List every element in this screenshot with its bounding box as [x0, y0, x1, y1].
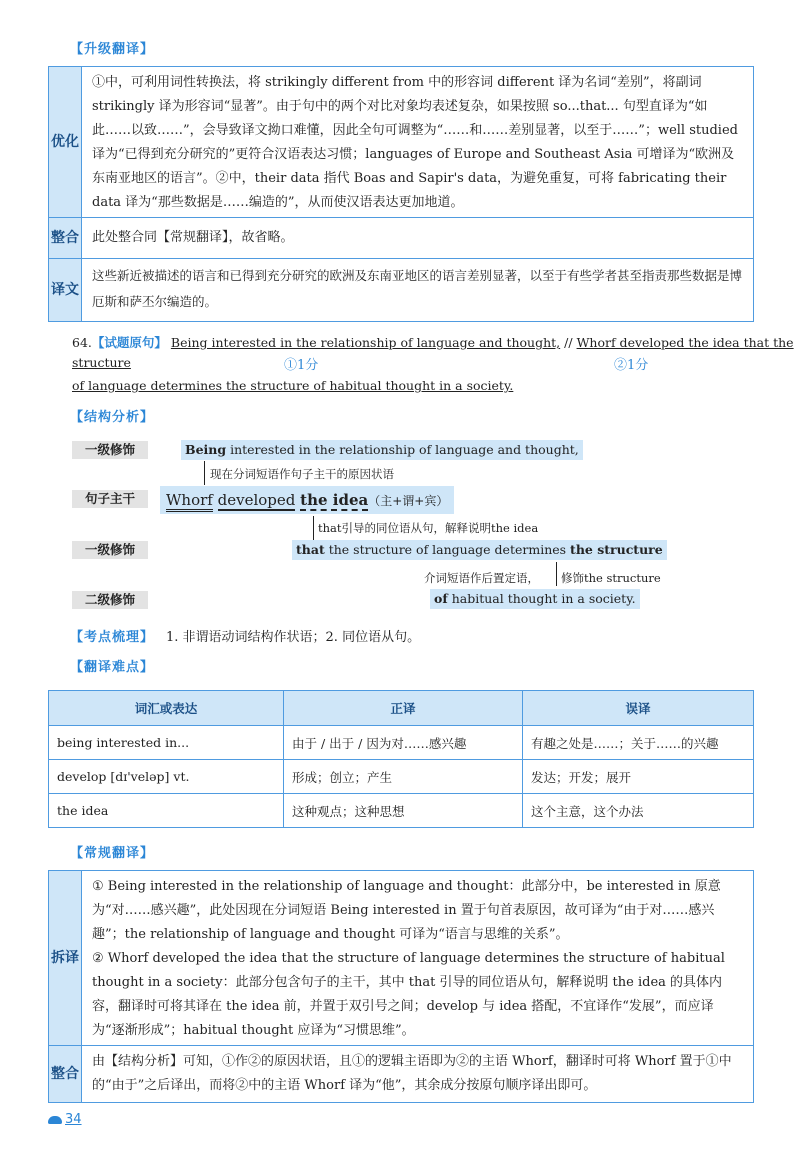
book-icon	[48, 1116, 62, 1124]
score-2: ②1分	[614, 358, 649, 373]
level2-label: 二级修饰	[72, 591, 148, 609]
section-title-structure: 【结构分析】	[70, 410, 155, 425]
integrate-label: 整合	[49, 218, 82, 258]
integrate-row	[49, 217, 753, 258]
modifier-phrase	[181, 440, 583, 460]
phrase-of: of	[434, 591, 448, 606]
table-row	[49, 726, 754, 760]
page-number-text: 34	[65, 1112, 82, 1127]
integrate-text: 此处整合同【常规翻译】，故省略。	[92, 230, 294, 245]
question-tag: 【试题原句】	[91, 335, 167, 350]
section-title-upgrade: 【升级翻译】	[70, 42, 155, 57]
arrow-line-2	[313, 516, 314, 540]
points-text: 1. 非谓语动词结构作状语；2. 同位语从句。	[166, 630, 421, 645]
question-part3: of language determines the structure of habitual thought in a society.	[72, 378, 514, 393]
arrow-line-3	[556, 562, 557, 586]
question-line-2	[72, 376, 513, 396]
appositive-clause	[292, 540, 667, 560]
modifier-bold: Being	[185, 442, 227, 457]
level1-label: 一级修饰	[72, 441, 148, 459]
table-header: 误译	[523, 691, 754, 726]
optimize-label: 优化	[49, 67, 82, 217]
split-content	[82, 871, 753, 1045]
split-text-2: ② Whorf developed the idea that the structure of language determines the structure of habitual thought in a society：此部分包含句子的主干，其中 that 引导的同位语从句，解释说明 the idea 的具体内容，翻译时可将其译在 the idea 前，并置于双引号之间；develop 与 idea 搭配，不宜译作“发展”，而应译为“逐渐形成”；habitual thought 应译为“习惯思维”。	[92, 951, 725, 1038]
note-2: that引导的同位语从句，解释说明the idea	[318, 521, 539, 535]
table-header: 词汇或表达	[49, 691, 284, 726]
section-title-difficulty: 【翻译难点】	[70, 660, 155, 675]
level1b-label: 一级修饰	[72, 541, 148, 559]
modifier-rest: interested in the relationship of language and thought,	[226, 442, 579, 457]
table-cell: develop [dɪ'veləp] vt.	[49, 760, 284, 794]
clause-mid: the structure of language determines	[324, 542, 571, 557]
translation-text: 这些新近被描述的语言和已得到充分研究的欧洲及东南亚地区的语言差别显著，以至于有些学者甚至指责那些数据是博厄斯和萨丕尔编造的。	[92, 268, 743, 309]
table-cell: the idea	[49, 794, 284, 828]
upgrade-box	[48, 66, 754, 322]
question-part1: Being interested in the relationship of language and thought,	[170, 335, 561, 350]
optimize-text: ①中，可利用词性转换法，将 strikingly different from 中的形容词 different 译为名词“差别”，将副词 strikingly 译为形容词“显著”。由于句中的两个对比对象均表述复杂，如果按照 so...that... 句型直译为“如此……以致……”，会导致译文拗口难懂，因此全句可调整为“……和……差别显著，以至于……”；well studied 译为“已得到充分研究的”更符合汉语表达习惯；languages of Europe and Southeast Asia 可增译为“欧洲及东南亚地区的语言”。②中，their data 指代 Boas and Sapir's data，为避免重复，可将 fabricating their data 译为“那些数据是……编造的”，从而使汉语表达更加地道。	[92, 75, 738, 210]
regular-integrate-label: 整合	[49, 1046, 82, 1102]
clause-that: that	[296, 542, 325, 557]
arrow-line-1	[204, 461, 205, 485]
table-header: 正译	[284, 691, 523, 726]
table-row	[49, 794, 754, 828]
regular-integrate-text: 由【结构分析】可知，①作②的原因状语，且①的逻辑主语即为②的主语 Whorf，翻译时可将 Whorf 置于①中的“由于”之后译出，而将②中的主语 Whorf 译为“他”，其余成分按原句顺序译出即可。	[92, 1054, 732, 1093]
table-cell: 这个主意，这个办法	[523, 794, 754, 828]
question-part2: Whorf developed the idea that the structure	[72, 335, 794, 370]
regular-box	[48, 870, 754, 1103]
note-3b: 修饰the structure	[561, 571, 661, 585]
page-number	[48, 1112, 82, 1127]
table-cell: 有趣之处是……；关于……的兴趣	[523, 726, 754, 760]
question-number: 64.	[72, 335, 92, 350]
main-object: the idea	[300, 491, 369, 509]
table-cell: 形成；创立；产生	[284, 760, 523, 794]
table-cell: 由于 / 出于 / 因为对……感兴趣	[284, 726, 523, 760]
clause-structure: the structure	[570, 542, 663, 557]
optimize-row	[49, 67, 753, 217]
main-clause	[160, 486, 454, 514]
table-cell: 这种观点；这种思想	[284, 794, 523, 828]
difficulty-table	[48, 690, 754, 828]
table-cell: being interested in...	[49, 726, 284, 760]
section-title-points: 【考点梳理】	[70, 630, 155, 645]
note-1: 现在分词短语作句子主干的原因状语	[210, 467, 394, 481]
split-text-1: ① Being interested in the relationship of language and thought：此部分中，be interested in 原意为“对……感兴趣”，此处因现在分词短语 Being interested in 置于句首表原因，故可译为“由于对……感兴趣”；the relationship of language and thought 可译为“语言与思维的关系”。	[92, 879, 721, 942]
regular-integrate-row	[49, 1045, 753, 1102]
phrase-rest: habitual thought in a society.	[447, 591, 636, 606]
main-label: 句子主干	[72, 490, 148, 508]
main-note: （主+谓+宾）	[368, 494, 449, 508]
translation-label: 译文	[49, 259, 82, 321]
question-line-1	[72, 333, 800, 373]
table-header-row	[49, 691, 754, 726]
note-3a: 介词短语作后置定语，	[424, 571, 539, 585]
section-title-regular: 【常规翻译】	[70, 846, 155, 861]
question-separator: //	[564, 335, 573, 350]
table-cell: 发达；开发；展开	[523, 760, 754, 794]
split-row	[49, 871, 753, 1045]
score-1: ①1分	[284, 358, 319, 373]
main-verb: developed	[217, 491, 296, 509]
table-row	[49, 760, 754, 794]
main-subject: Whorf	[166, 491, 213, 512]
split-label: 拆译	[49, 871, 82, 1045]
translation-row	[49, 258, 753, 321]
prep-phrase	[430, 589, 640, 609]
